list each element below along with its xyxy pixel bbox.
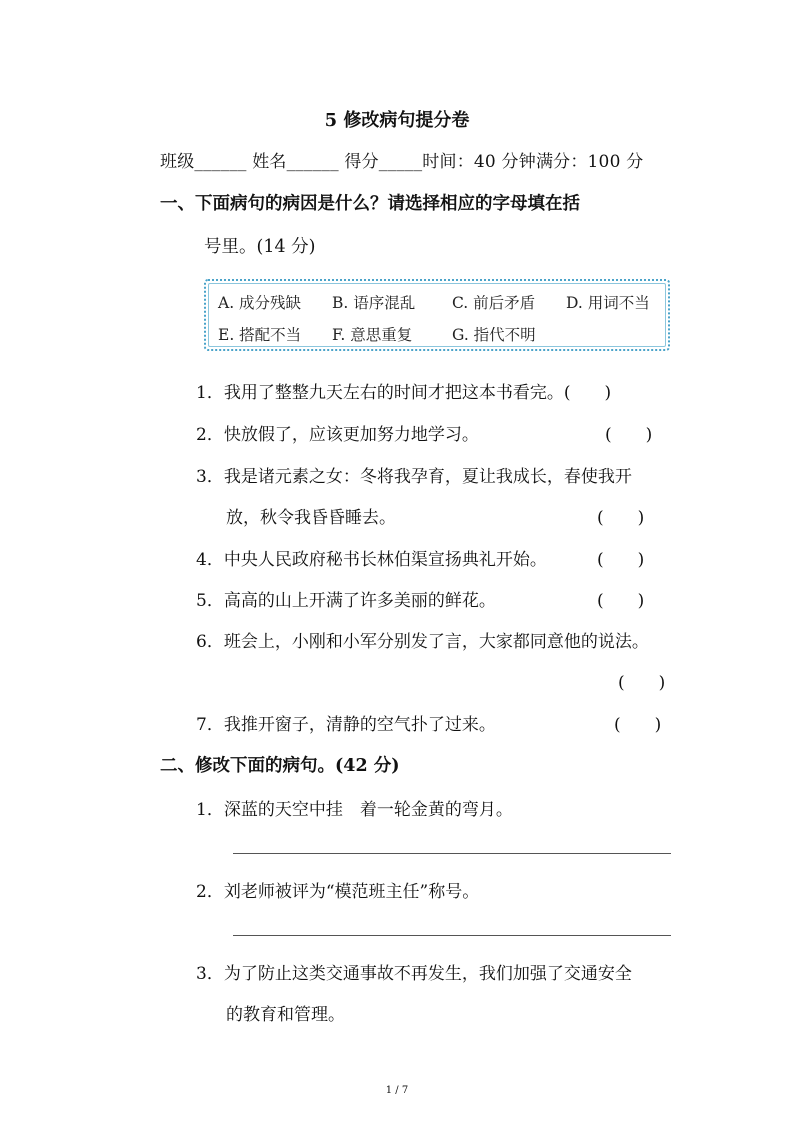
option-e: E. 搭配不当 — [218, 326, 302, 344]
rewrite-question-2: 2．刘老师被评为“模范班主任”称号。 — [196, 882, 480, 902]
section2-heading: 二、修改下面的病句。(42 分) — [160, 756, 400, 776]
option-c: C. 前后矛盾 — [452, 294, 536, 312]
option-d: D. 用词不当 — [566, 294, 650, 312]
question-2: 2．快放假了，应该更加努力地学习。 — [196, 425, 479, 445]
student-info-line: 班级______ 姓名______ 得分_____时间：40 分钟满分：100 分 — [160, 152, 644, 172]
section1-heading: 一、下面病句的病因是什么？请选择相应的字母填在括 — [160, 194, 580, 214]
rewrite-question-1: 1．深蓝的天空中挂 着一轮金黄的弯月。 — [196, 800, 513, 820]
option-b: B. 语序混乱 — [332, 294, 416, 312]
page-number: 1 / 7 — [385, 1085, 409, 1096]
answer-line-2[interactable] — [233, 935, 671, 936]
question-5: 5．高高的山上开满了许多美丽的鲜花。 — [196, 591, 496, 611]
answer-blank-7[interactable]: ( ) — [614, 715, 662, 735]
question-6: 6．班会上，小刚和小军分别发了言，大家都同意他的说法。 — [196, 632, 649, 652]
question-3-cont: 放，秋令我昏昏睡去。 — [226, 508, 396, 528]
answer-blank-3[interactable]: ( ) — [597, 508, 645, 528]
question-1: 1．我用了整整九天左右的时间才把这本书看完。( ) — [196, 383, 612, 403]
answer-line-1[interactable] — [233, 853, 671, 854]
answer-blank-5[interactable]: ( ) — [597, 591, 645, 611]
rewrite-question-3: 3．为了防止这类交通事故不再发生，我们加强了交通安全 — [196, 964, 632, 984]
option-g: G. 指代不明 — [452, 326, 536, 344]
option-a: A. 成分残缺 — [218, 294, 302, 312]
option-f: F. 意思重复 — [332, 326, 413, 344]
page-title: 5 修改病句提分卷 — [324, 110, 470, 131]
answer-blank-2[interactable]: ( ) — [605, 425, 653, 445]
options-box — [204, 279, 670, 351]
question-3: 3．我是诸元素之女：冬将我孕育，夏让我成长，春使我开 — [196, 467, 632, 487]
rewrite-question-3-cont: 的教育和管理。 — [226, 1005, 345, 1025]
answer-blank-6[interactable]: ( ) — [618, 673, 666, 693]
section1-heading-cont: 号里。(14 分) — [204, 237, 316, 257]
answer-blank-4[interactable]: ( ) — [597, 550, 645, 570]
question-4: 4．中央人民政府秘书长林伯渠宣扬典礼开始。 — [196, 550, 547, 570]
question-7: 7．我推开窗子，清静的空气扑了过来。 — [196, 715, 496, 735]
